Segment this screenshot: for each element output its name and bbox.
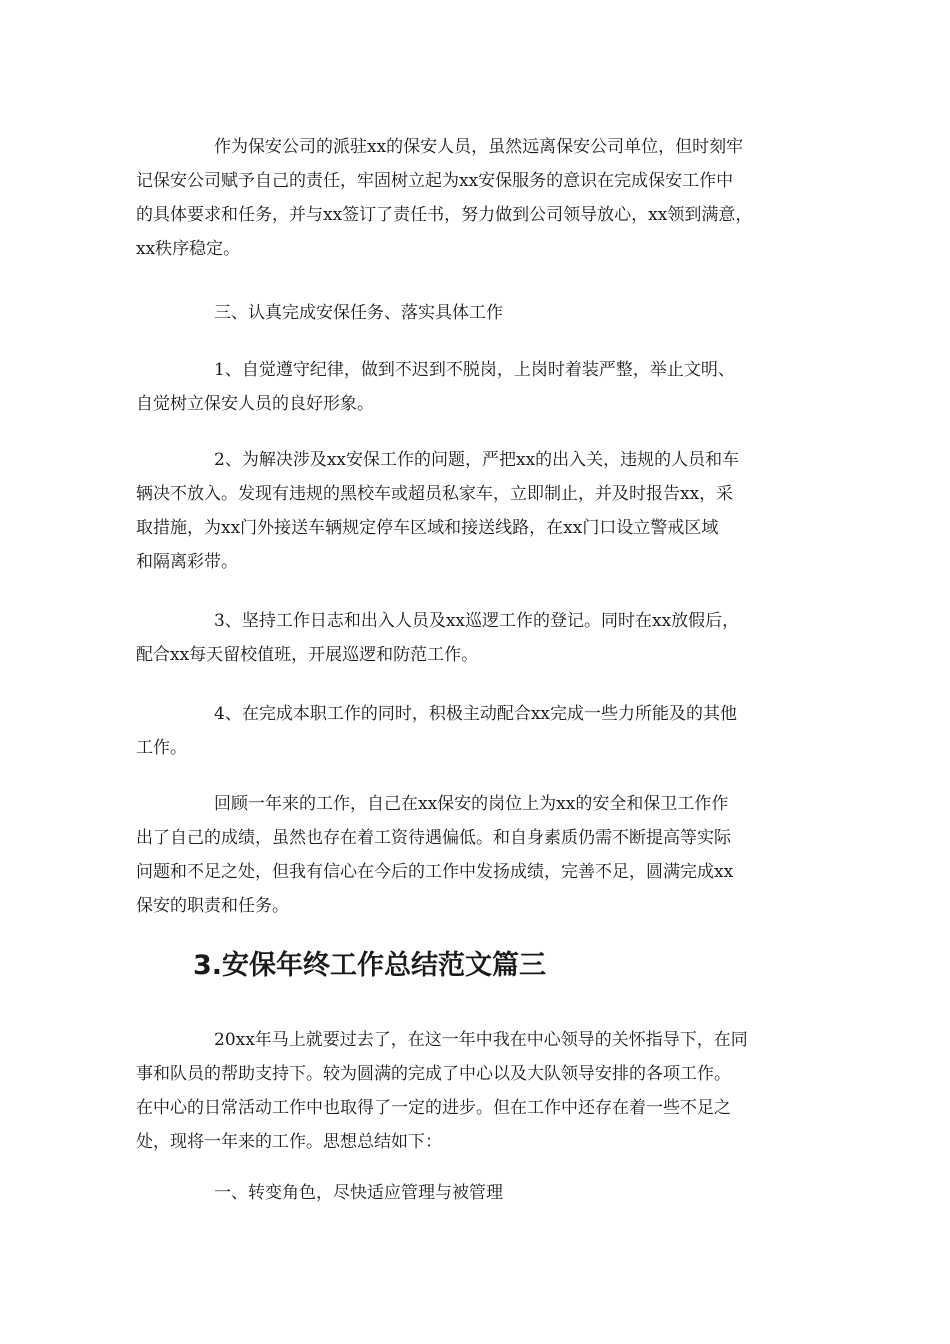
paragraph-line: 自觉树立保安人员的良好形象。 <box>136 394 374 414</box>
paragraph-review <box>136 787 826 923</box>
paragraph-line: 记保安公司赋予自己的责任，牢固树立起为xx安保服务的意识在完成保安工作中 <box>136 171 734 191</box>
paragraph-duty-intro <box>136 130 826 266</box>
paragraph-line: 一、转变角色，尽快适应管理与被管理 <box>214 1183 503 1203</box>
paragraph-line: 三、认真完成安保任务、落实具体工作 <box>214 303 503 323</box>
paragraph-line: 出了自己的成绩，虽然也存在着工资待遇偏低。和自身素质仍需不断提高等实际 <box>136 828 731 848</box>
paragraph-line: 1、自觉遵守纪律，做到不迟到不脱岗，上岗时着装严整，举止文明、 <box>214 360 735 380</box>
paragraph-line: 3、坚持工作日志和出入人员及xx巡逻工作的登记。同时在xx放假后， <box>214 611 740 631</box>
paragraph-line: 的具体要求和任务，并与xx签订了责任书，努力做到公司领导放心，xx领到满意， <box>136 205 753 225</box>
section-heading-three <box>136 296 826 330</box>
paragraph-line: 处，现将一年来的工作。思想总结如下： <box>136 1132 442 1152</box>
paragraph-line: 问题和不足之处，但我有信心在今后的工作中发扬成绩，完善不足，圆满完成xx <box>136 862 734 882</box>
paragraph-year-intro <box>136 1023 826 1159</box>
paragraph-line: 20xx年马上就要过去了，在这一年中我在中心领导的关怀指导下，在同 <box>214 1030 748 1050</box>
article-heading: 3.安保年终工作总结范文篇三 <box>193 950 547 981</box>
paragraph-line: 4、在完成本职工作的同时，积极主动配合xx完成一些力所能及的其他 <box>214 704 737 724</box>
paragraph-line: xx秩序稳定。 <box>136 239 241 259</box>
paragraph-line: 2、为解决涉及xx安保工作的问题，严把xx的出入关，违规的人员和车 <box>214 450 740 470</box>
paragraph-line: 在中心的日常活动工作中也取得了一定的进步。但在工作中还存在着一些不足之 <box>136 1098 731 1118</box>
paragraph-line: 作为保安公司的派驻xx的保安人员，虽然远离保安公司单位，但时刻牢 <box>214 137 744 157</box>
paragraph-line: 取措施，为xx门外接送车辆规定停车区域和接送线路，在xx门口设立警戒区域 <box>136 518 719 538</box>
list-item-1 <box>136 353 826 421</box>
paragraph-line: 保安的职责和任务。 <box>136 896 289 916</box>
paragraph-line: 和隔离彩带。 <box>136 552 238 572</box>
list-item-4 <box>136 697 826 765</box>
section-heading-one <box>136 1176 826 1210</box>
list-item-2 <box>136 443 826 579</box>
paragraph-line: 回顾一年来的工作，自己在xx保安的岗位上为xx的安全和保卫工作作 <box>214 794 729 814</box>
paragraph-line: 辆决不放入。发现有违规的黑校车或超员私家车，立即制止，并及时报告xx，采 <box>136 484 734 504</box>
list-item-3 <box>136 604 826 672</box>
paragraph-line: 配合xx每天留校值班，开展巡逻和防范工作。 <box>136 645 479 665</box>
paragraph-line: 工作。 <box>136 738 187 758</box>
paragraph-line: 事和队员的帮助支持下。较为圆满的完成了中心以及大队领导安排的各项工作。 <box>136 1064 731 1084</box>
